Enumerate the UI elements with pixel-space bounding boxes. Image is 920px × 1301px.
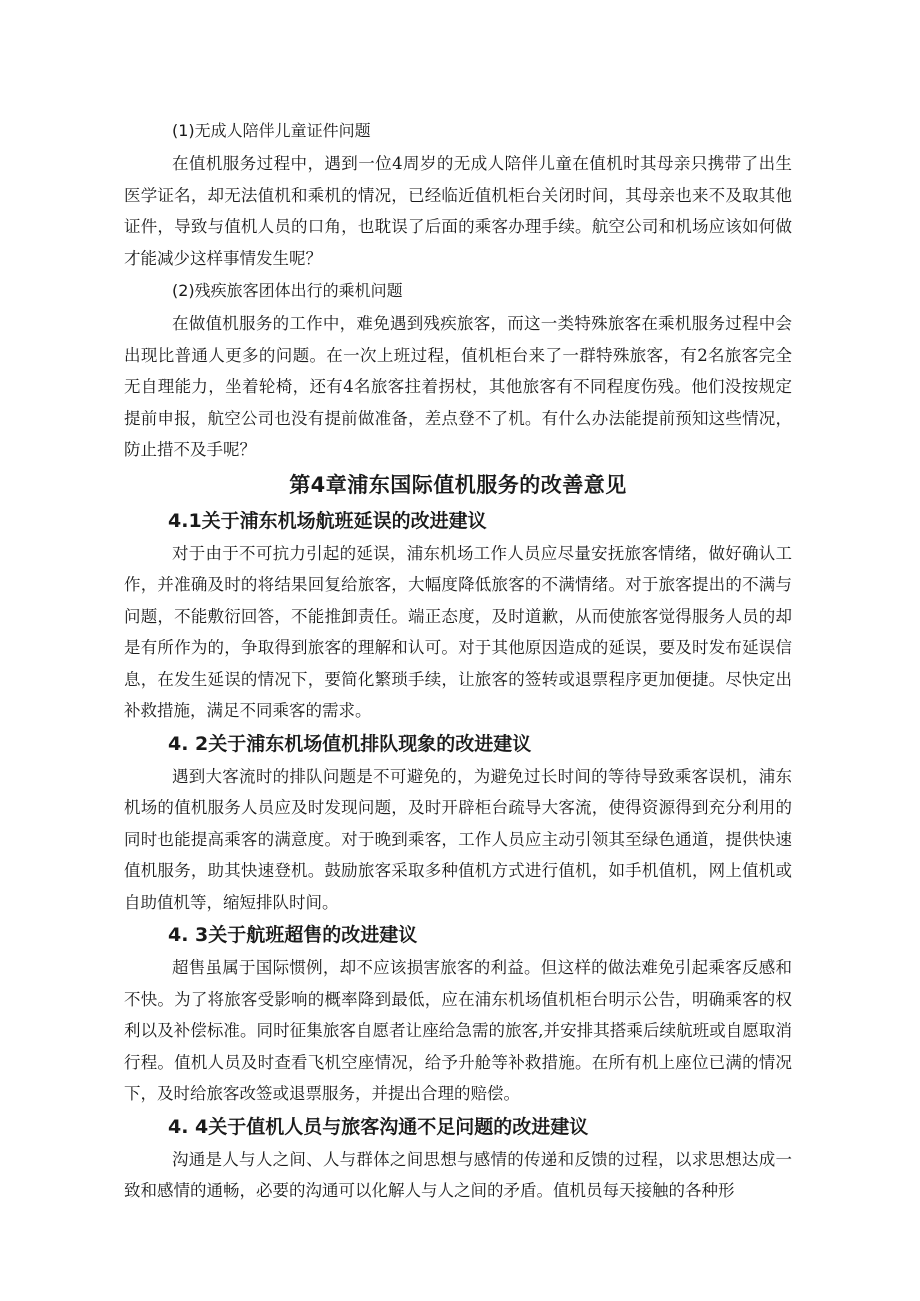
chapter-title: 第4章浦东国际值机服务的改善意见 (289, 472, 627, 497)
subheading-unaccompanied-child: (1)无成人陪伴儿童证件问题 (172, 121, 371, 140)
paragraph-disabled-group: 在做值机服务的工作中，难免遇到残疾旅客，而这一类特殊旅客在乘机服务过程中会出现比普通人更多的问题。在一次上班过程，值机柜台来了一群特殊旅客，有2名旅客完全无自理能力，坐着轮椅，还有4名旅客拄着拐杖，其他旅客有不同程度伤残。他们没按规定提前申报，航空公司也没有提前做准备，差点登不了机。有什么办法能提前预知这些情况，防止措不及手呢？ (124, 314, 792, 459)
paragraph-communication: 沟通是人与人之间、人与群体之间思想与感情的传递和反馈的过程，以求思想达成一致和感情的通畅，必要的沟通可以化解人与人之间的矛盾。值机员每天接触的各种形 (124, 1149, 792, 1200)
paragraph-queue: 遇到大客流时的排队问题是不可避免的，为避免过长时间的等待导致乘客误机，浦东机场的值机服务人员应及时发现问题，及时开辟柜台疏导大客流，使得资源得到充分利用的同时也能提高乘客的满意度。对于晚到乘客，工作人员应主动引领其至绿色通道，提供快速值机服务，助其快速登机。鼓励旅客采取多种值机方式进行值机，如手机值机，网上值机或自助值机等，缩短排队时间。 (124, 766, 792, 912)
section-heading-4-2: 4. 2关于浦东机场值机排队现象的改进建议 (168, 732, 532, 755)
paragraph-overbooking: 超售虽属于国际惯例，却不应该损害旅客的利益。但这样的做法难免引起乘客反感和不快。为了将旅客受影响的概率降到最低，应在浦东机场值机柜台明示公告，明确乘客的权利以及补偿标准。同时征集旅客自愿者让座给急需的旅客,并安排其搭乘后续航班或自愿取消行程。值机人员及时查看飞机空座情况，给予升舱等补救措施。在所有机上座位已满的情况下，及时给旅客改签或退票服务，并提出合理的赔偿。 (124, 958, 792, 1103)
section-heading-4-1: 4.1关于浦东机场航班延误的改进建议 (168, 509, 487, 532)
section-heading-4-3: 4. 3关于航班超售的改进建议 (168, 924, 418, 946)
document-body (124, 114, 792, 1207)
paragraph-flight-delay: 对于由于不可抗力引起的延误，浦东机场工作人员应尽量安抚旅客情绪，做好确认工作，并准确及时的将结果回复给旅客，大幅度降低旅客的不满情绪。对于旅客提出的不满与问题，不能敷衍回答，不能推卸责任。端正态度，及时道歉，从而使旅客觉得服务人员的却是有所作为的，争取得到旅客的理解和认可。对于其他原因造成的延误，要及时发布延误信息，在发生延误的情况下，要简化繁琐手续，让旅客的签转或退票程序更加便捷。尽快定出补救措施，满足不同乘客的需求。 (124, 543, 792, 720)
subheading-disabled-group: (2)残疾旅客团体出行的乘机问题 (172, 281, 403, 300)
paragraph-unaccompanied-child: 在值机服务过程中，遇到一位4周岁的无成人陪伴儿童在值机时其母亲只携带了出生医学证名，却无法值机和乘机的情况，已经临近值机柜台关闭时间，其母亲也来不及取其他证件，导致与值机人员的口角，也耽误了后面的乘客办理手续。航空公司和机场应该如何做才能减少这样事情发生呢？ (124, 154, 792, 268)
section-heading-4-4: 4. 4关于值机人员与旅客沟通不足问题的改进建议 (168, 1115, 589, 1138)
